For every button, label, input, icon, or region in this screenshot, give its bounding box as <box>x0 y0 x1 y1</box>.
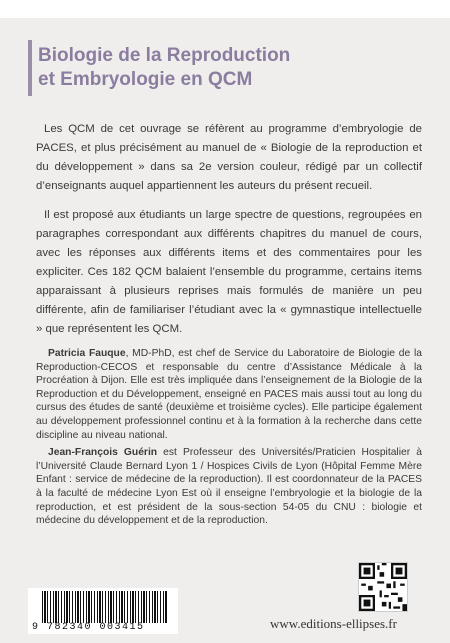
author-bio-2 <box>36 446 422 528</box>
qr-code-icon <box>359 563 407 611</box>
title-accent-bar <box>28 40 32 96</box>
publisher-website: www.editions-ellipses.fr <box>270 616 397 631</box>
intro-text <box>36 120 422 349</box>
intro-paragraph-2: Il est proposé aux étudiants un large spectre de questions, regroupées en paragraphes correspondant aux différents chapitres du manuel de cours, avec les réponses aux différents items et des commentaires pour les expliciter. Ces 182 QCM balaient l’ensemble du programme, certains items apparaissant à plusieurs reprises mais formulés de manière un peu différente, afin de familiariser l’étudiant avec la « gymnastique intellectuelle » que représentent les QCM. <box>36 209 422 335</box>
book-title <box>38 44 428 92</box>
top-band <box>0 0 450 18</box>
intro-paragraph-1: Les QCM de cet ouvrage se réfèrent au programme d’embryologie de PACES, et plus précisément au manuel de « Biologie de la reproduction et du développement » dans sa 2e version couleur, rédigé par un collectif d’enseignants auquel appartiennent les auteurs du présent recueil. <box>36 123 422 192</box>
barcode-digits: 9 782340 003415 <box>32 622 145 633</box>
isbn-barcode <box>28 588 178 634</box>
title-line-1: Biologie de la Reproduction <box>38 45 291 66</box>
qr-code <box>358 562 408 612</box>
barcode-bars <box>42 591 168 623</box>
author-bio-text-1: , MD-PhD, est chef de Service du Laboratoire de Biologie de la Reproduction-CECOS et responsable du centre d’Assistance Médicale à la Procréation à Dijon. Elle est très impliquée dans l’enseignement de la Biologie de la Reproduction et du Développement, enseigné en PACES mais aussi tout au long du cursus des études de santé (deuxième et troisième cycles). Elle participe également au développement professionnel continu et à la formation à la recherche dans cette discipline au niveau national. <box>36 348 422 441</box>
author-name-1: Patricia Fauque <box>48 348 126 359</box>
author-bio-1 <box>36 347 422 442</box>
author-bio-text-2: est Professeur des Universités/Praticien Hospitalier à l’Université Claude Bernard Lyon 1 / Hospices Civils de Lyon (Hôpital Femme Mère Enfant : service de médecine de la reproduction). Il est coordonnateur de la PACES à la faculté de médecine Lyon Est où il enseigne l’embryologie et la biologie de la reproduction, et est président de la sous-section 54-05 du CNU : biologie et médecine du développement et de la reproduction. <box>36 447 422 527</box>
title-line-2: et Embryologie en QCM <box>38 69 253 90</box>
author-name-2: Jean-François Guérin <box>48 447 158 459</box>
author-bios <box>36 347 422 532</box>
